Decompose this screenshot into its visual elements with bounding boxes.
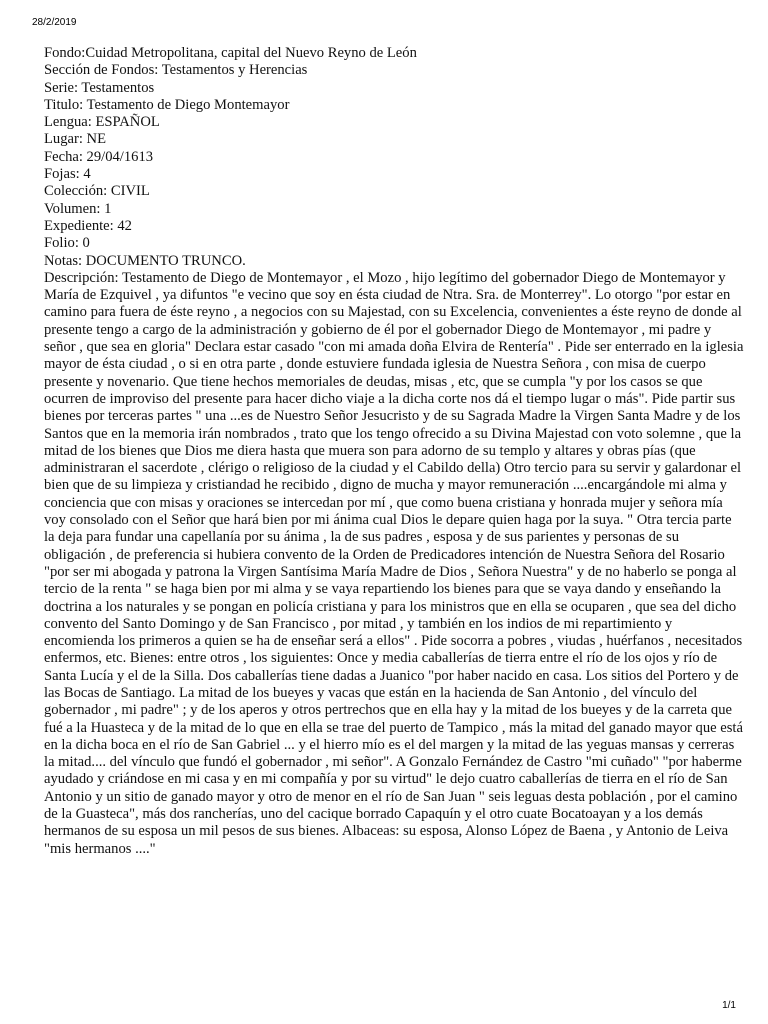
descripcion-paragraph: Descripción: Testamento de Diego de Montemayor , el Mozo , hijo legítimo del gobernador Diego de Montemayor y María de Ezquivel , ya difuntos "e vecino que soy en ésta ciudad de Ntra. Sra. de Monterrey". Lo otorgo "por estar en camino para fuera de éste reyno , a negocios con su Majestad, con su Excelencia, convenientes a éste reyno de donde al presente tengo a cargo de la administración y gobierno de él por el gobernador Diego de Montemayor , mi padre y señor , que sea en gloria" Declara estar casado "con mi amada doña Elvira de Rentería" . Pide ser enterrado en la iglesia mayor de ésta ciudad , o si en otra parte , donde estuviere fundada iglesia de Nuestra Señora , con misa de cuerpo presente y novenario. Que tiene hechos memoriales de deudas, misas , etc, que se cumpla "y por los casos se que ocurren de improviso del presente para hacer dicho viaje a la dicha corte nos dá el tiempo lugar o más". Pide partir sus bienes por terceras partes " una ...es de Nuestro Señor Jesucristo y de su Sagrada Madre la Virgen Santa Madre y de los Santos que en la memoria irán nombrados , trato que los tengo ofrecido a su Divina Majestad con voto solemne , que la mitad de los bienes que Dios me diera hasta que muera son para adorno de su templo y altares y obras pías (que administraran el sacerdote , clérigo o religioso de la ciudad y el Cabildo della) Otro tercio para su servir y galardonar el bien que de su limpieza y cristiandad he recibido , digno de mucha y mayor remuneración ....encargándole mi alma y conciencia que con misas y oraciones se intercedan por mí , que como buena cristiana y honrada mujer y señora mía voy consolado con el Señor que hará bien por mi ánima cual Dios le depare quien haga por la suya. " Otra tercia parte la deja para fundar una capellanía por su ánima , la de sus padres , esposa y de sus parientes y personas de su obligación , de preferencia si hubiera convento de la Orden de Predicadores intención de Nuestra Señora del Rosario "por ser mi abogada y patrona la Virgen Santísima María Madre de Dios , Señora Nuestra" y de no haberlo se ponga al tercio de la renta " se haga bien por mi alma y se vaya repartiendo los bienes para que se vaya dando y enseñando la doctrina a los naturales y se pongan en policía cristiana y para los ministros que en ella se ocuparen , que sea del dicho convento del Santo Domingo y de San Francisco , por mitad , y también en los indios de mi repartimiento y encomienda los primeros a quien se ha de enseñar será a ellos" . Pide socorra a pobres , viudas , huérfanos , necesitados enfermos, etc. Bienes: entre otros , los siguientes: Once y media caballerías de tierra entre el río de los ojos y río de Santa Lucía y el de la Silla. Dos caballerías tiene dadas a Juanico "por haber nacido en casa. Los sitios del Portero y de las Bocas de Santiago. La mitad de los bueyes y vacas que están en la hacienda de San Antonio , del vínculo del gobernador , mi padre" ; y de los aperos y otros pertrechos que en ella hay y la mitad de los bueyes y de la carreta que fué a la Huasteca y de la mitad de lo que en ella se trae del puerto de Tampico , más la mitad del ganado mayor que está en la dicha boca en el río de San Gabriel ... y el hierro mío es el del margen y la mitad de las yeguas mansas y cerreras la mitad.... del vínculo que fundó el gobernador , mi señor". A Gonzalo Fernández de Castro "mi cuñado" "por haberme ayudado y criándose en mi casa y en mi compañía y por su virtud" le dejo cuatro caballerías de tierra en el río de San Antonio y un sitio de ganado mayor y otro de menor en el río de San Juan " seis leguas desta población , por el camino de la Guasteca", más dos rancherías, uno del cacique borrado Capaquín y el otro cuate Bocatoayan y a los demás hermanos de su esposa un mil pesos de sus bienes. Albaceas: su esposa, Alonso López de Baena , y Antonio de Leiva "mis hermanos ...." xyxy=(44,269,744,857)
archive-record xyxy=(44,45,744,858)
coleccion-field: Colección: CIVIL xyxy=(44,183,150,200)
expediente-field: Expediente: 42 xyxy=(44,217,132,234)
fecha-field: Fecha: 29/04/1613 xyxy=(44,148,154,165)
serie-field: Serie: Testamentos xyxy=(44,79,155,96)
volumen-field: Volumen: 1 xyxy=(44,200,112,217)
lengua-field: Lengua: ESPAÑOL xyxy=(44,114,160,131)
notas-field: Notas: DOCUMENTO TRUNCO. xyxy=(44,252,246,269)
lugar-field: Lugar: NE xyxy=(44,131,107,148)
titulo-field: Titulo: Testamento de Diego Montemayor xyxy=(44,96,290,113)
fondo-field: Fondo:Cuidad Metropolitana, capital del Nuevo Reyno de León xyxy=(44,45,417,61)
page-number: 1/1 xyxy=(722,1000,736,1011)
fojas-field: Fojas: 4 xyxy=(44,166,91,183)
folio-field: Folio: 0 xyxy=(44,235,90,252)
seccion-field: Sección de Fondos: Testamentos y Herencias xyxy=(44,62,308,79)
print-date: 28/2/2019 xyxy=(32,17,77,28)
